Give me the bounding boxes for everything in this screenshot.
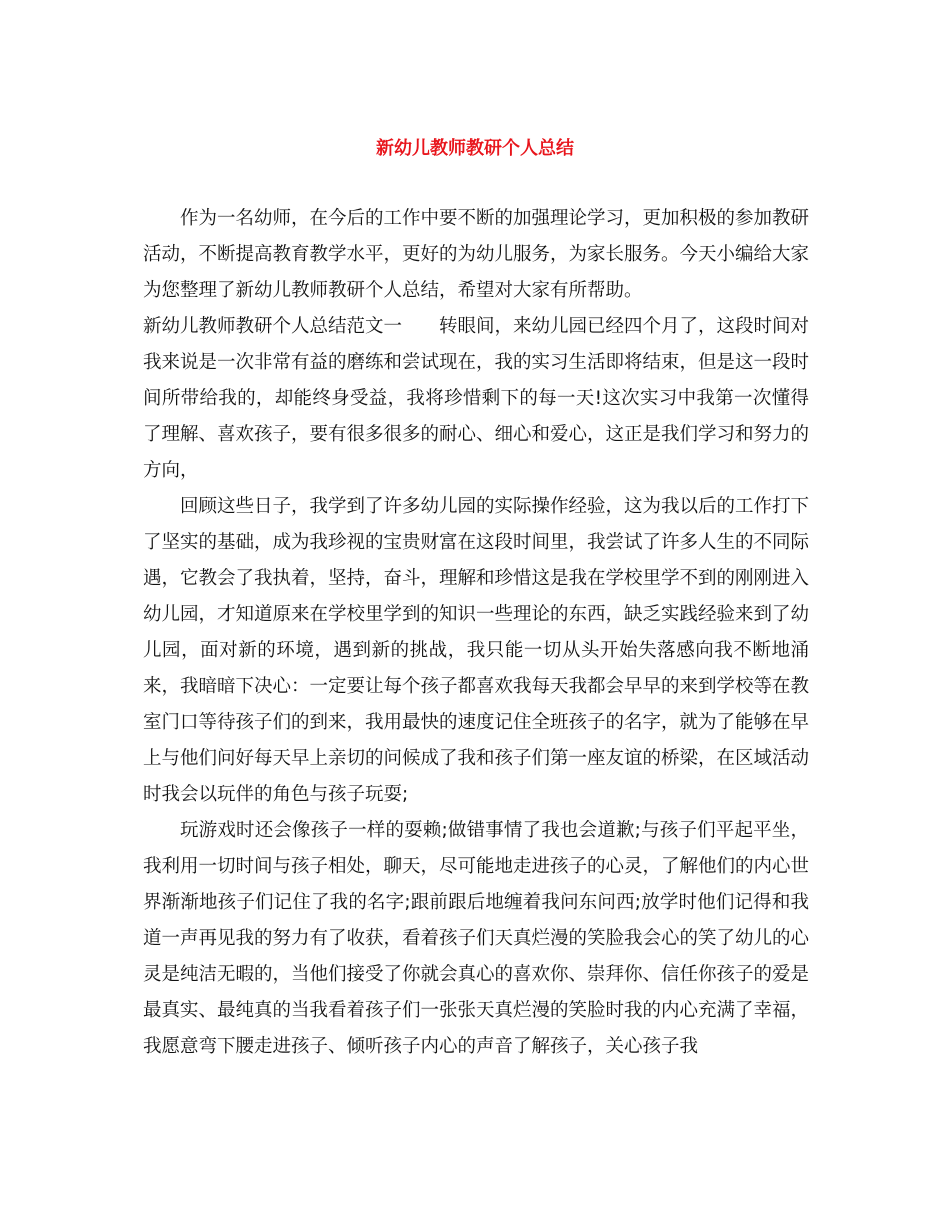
paragraph: 玩游戏时还会像孩子一样的耍赖;做错事情了我也会道歉;与孩子们平起平坐，我利用一切时间与孩子相处，聊天，尽可能地走进孩子的心灵，了解他们的内心世界渐渐地孩子们记住了我的名字;跟前跟后地缠着我问东问西;放学时他们记得和我道一声再见我的努力有了收获，看着孩子们天真烂漫的笑脸我会心的笑了幼儿的心灵是纯洁无暇的，当他们接受了你就会真心的喜欢你、崇拜你、信任你孩子的爱是最真实、最纯真的当我看着孩子们一张张天真烂漫的笑脸时我的内心充满了幸福，我愿意弯下腰走进孩子、倾听孩子内心的声音了解孩子，关心孩子我 xyxy=(143,820,810,1057)
paragraph: 回顾这些日子，我学到了许多幼儿园的实际操作经验，这为我以后的工作打下了坚实的基础，成为我珍视的宝贵财富在这段时间里，我尝试了许多人生的不同际遇，它教会了我执着，坚持，奋斗，理解和珍惜这是我在学校里学不到的刚刚进入幼儿园，才知道原来在学校里学到的知识一些理论的东西，缺乏实践经验来到了幼儿园，面对新的环境，遇到新的挑战，我只能一切从头开始失落感向我不断地涌来，我暗暗下决心：一定要让每个孩子都喜欢我每天我都会早早的来到学校等在教室门口等待孩子们的到来，我用最快的速度记住全班孩子的名字，就为了能够在早上与他们问好每天早上亲切的问候成了我和孩子们第一座友谊的桥梁，在区域活动时我会以玩伴的角色与孩子玩耍; xyxy=(143,496,810,805)
paragraph: 新幼儿教师教研个人总结范文一 转眼间，来幼儿园已经四个月了，这段时间对我来说是一次非常有益的磨练和尝试现在，我的实习生活即将结束，但是这一段时间所带给我的，却能终身受益，我将珍惜剩下的每一天!这次实习中我第一次懂得了理解、喜欢孩子，要有很多很多的耐心、细心和爱心，这正是我们学习和努力的方向， xyxy=(143,316,810,481)
document-title: 新幼儿教师教研个人总结 xyxy=(376,138,574,159)
paragraph: 作为一名幼师，在今后的工作中要不断的加强理论学习，更加积极的参加教研活动，不断提高教育教学水平，更好的为幼儿服务，为家长服务。今天小编给大家为您整理了新幼儿教师教研个人总结，希望对大家有所帮助。 xyxy=(143,208,810,301)
document-body xyxy=(143,201,809,1065)
